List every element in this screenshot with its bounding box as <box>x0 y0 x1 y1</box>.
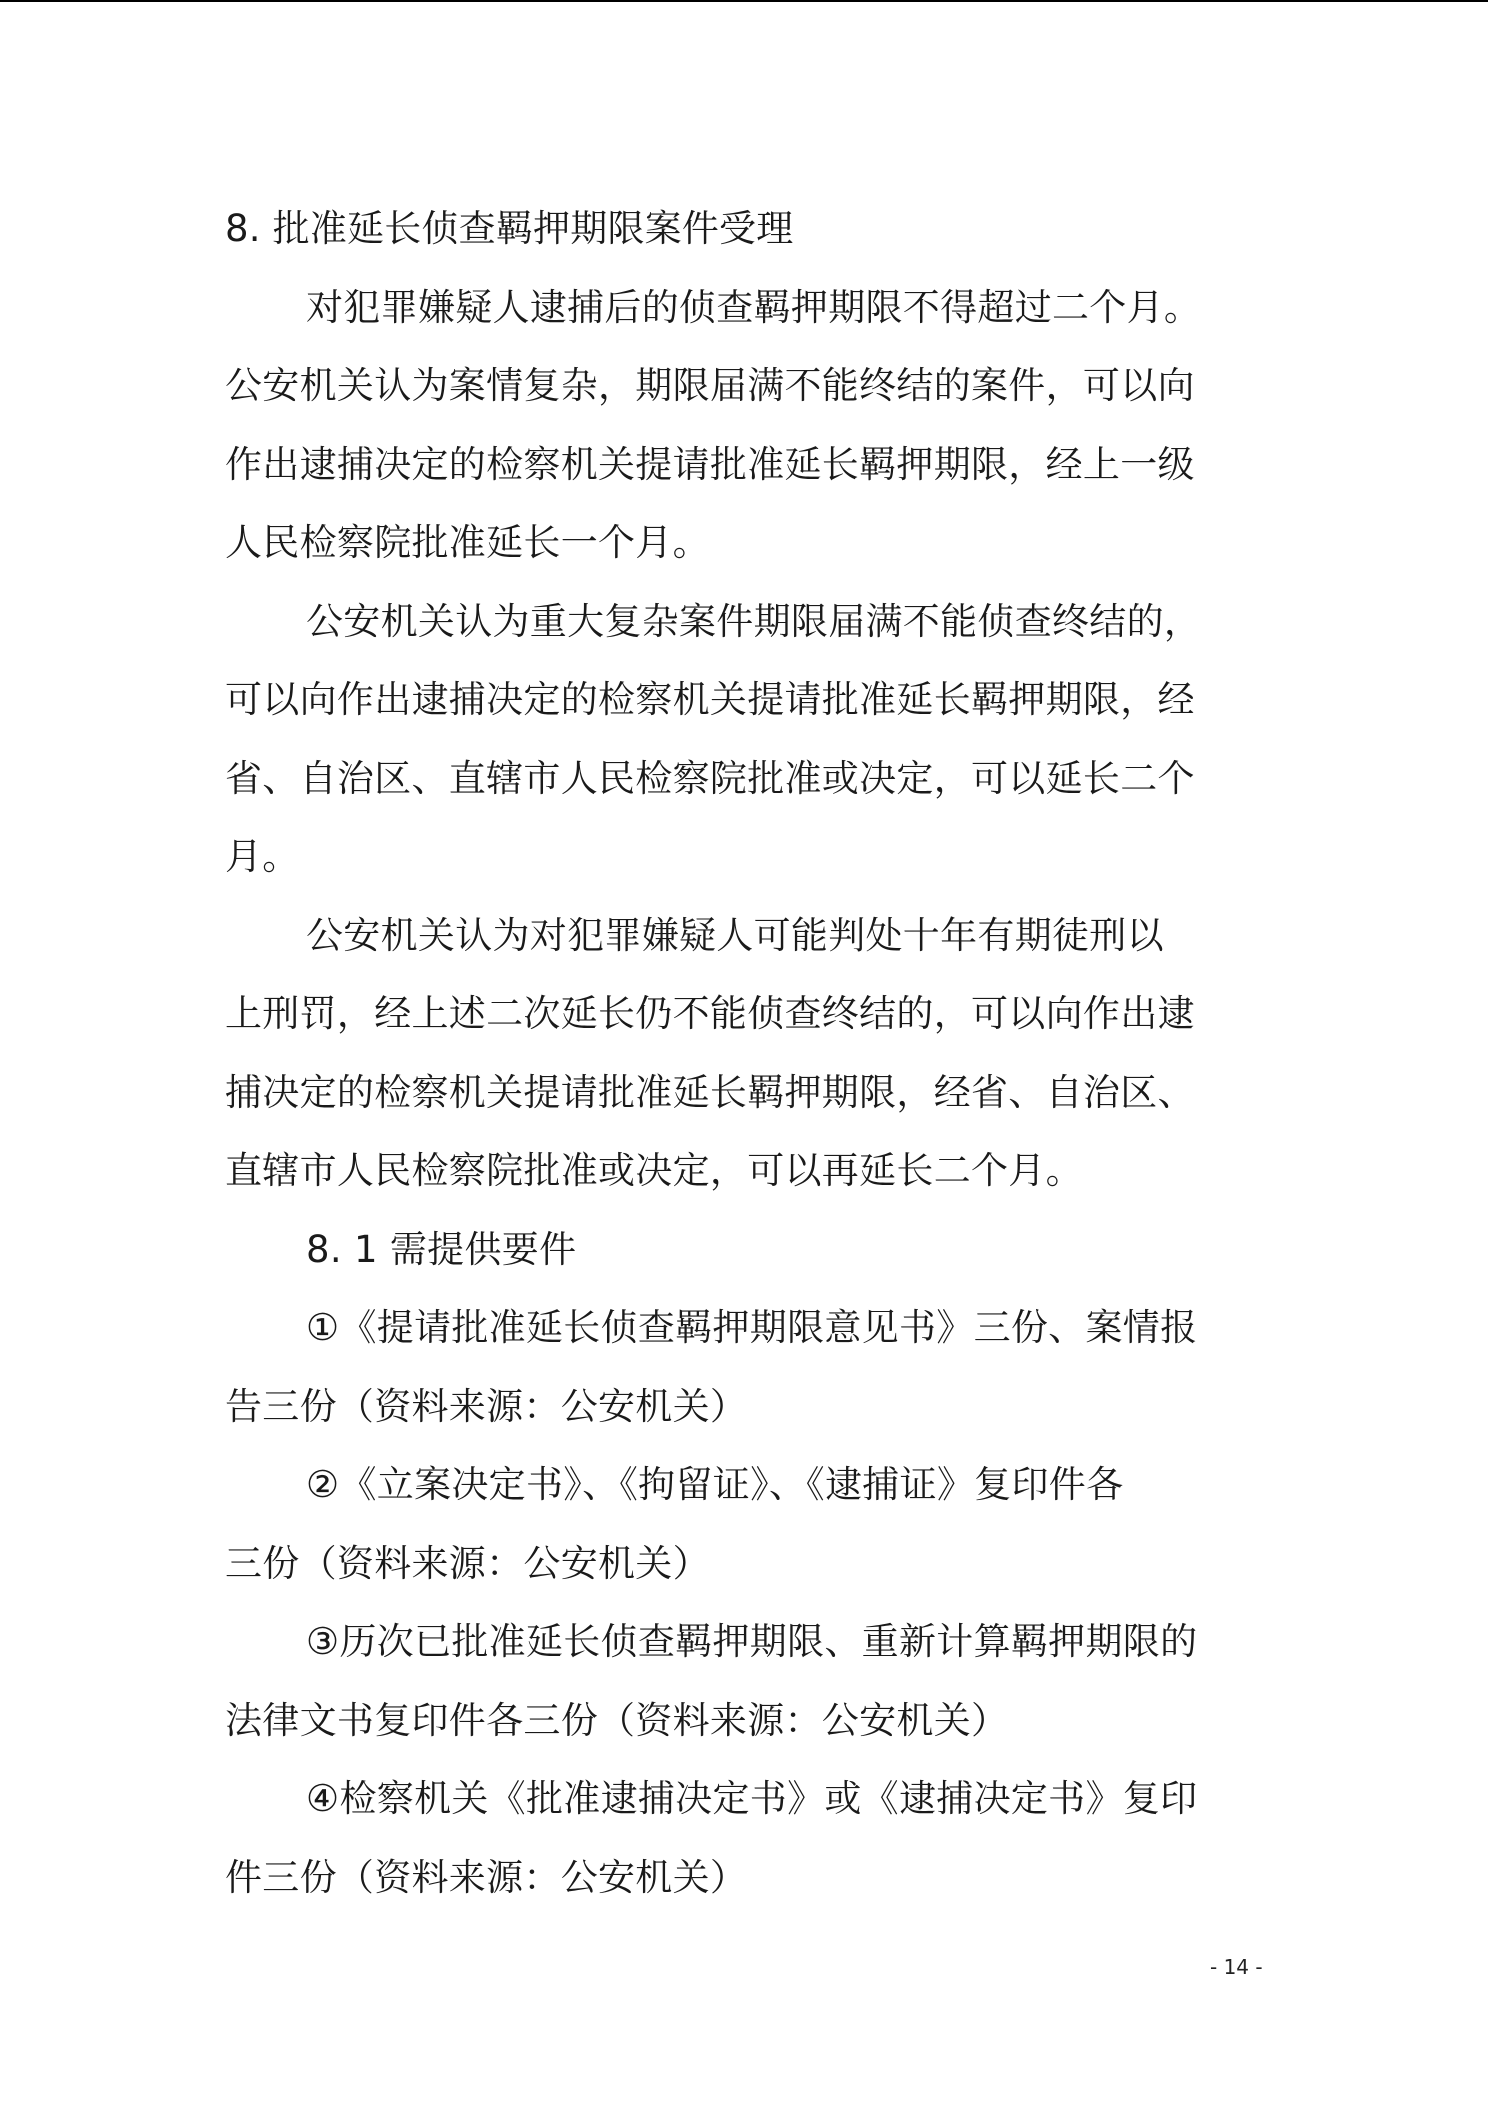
subsection-heading: 8. 1 需提供要件 <box>306 1227 577 1271</box>
requirement-line: 告三份（资料来源：公安机关） <box>225 1384 748 1428</box>
paragraph-line: 可以向作出逮捕决定的检察机关提请批准延长羁押期限，经 <box>225 678 1195 721</box>
requirement-line: 三份（资料来源：公安机关） <box>225 1541 710 1585</box>
paragraph-line: 作出逮捕决定的检察机关提请批准延长羁押期限，经上一级 <box>225 442 1195 486</box>
page-number: - 14 - <box>1210 1955 1263 1979</box>
paragraph-2 <box>225 583 1263 897</box>
requirement-item-2 <box>225 1446 1263 1603</box>
requirement-line: ④检察机关《批准逮捕决定书》或《逮捕决定书》复印 <box>306 1777 1198 1820</box>
requirement-item-4 <box>225 1760 1263 1917</box>
paragraph-line: 公安机关认为案情复杂，期限届满不能终结的案件，可以向 <box>225 364 1195 407</box>
paragraph-3 <box>225 897 1263 1211</box>
requirement-item-3 <box>225 1603 1263 1760</box>
paragraph-line: 上刑罚，经上述二次延长仍不能侦查终结的，可以向作出逮 <box>225 992 1195 1035</box>
requirement-item-1 <box>225 1289 1263 1446</box>
requirement-line: ②《立案决定书》、《拘留证》、《逮捕证》复印件各 <box>306 1463 1124 1506</box>
paragraph-line: 对犯罪嫌疑人逮捕后的侦查羁押期限不得超过二个月。 <box>306 285 1202 329</box>
paragraph-line: 公安机关认为重大复杂案件期限届满不能侦查终结的， <box>306 599 1202 643</box>
requirement-line: ①《提请批准延长侦查羁押期限意见书》三份、案情报 <box>306 1306 1198 1349</box>
requirement-line: 法律文书复印件各三份（资料来源：公安机关） <box>225 1698 1009 1742</box>
paragraph-line: 公安机关认为对犯罪嫌疑人可能判处十年有期徒刑以 <box>306 913 1164 957</box>
section-heading: 8. 批准延长侦查羁押期限案件受理 <box>225 207 794 250</box>
requirement-line: 件三份（资料来源：公安机关） <box>225 1855 748 1899</box>
paragraph-line: 人民检察院批准延长一个月。 <box>225 521 710 564</box>
paragraph-line: 直辖市人民检察院批准或决定，可以再延长二个月。 <box>225 1149 1083 1192</box>
requirement-line: ③历次已批准延长侦查羁押期限、重新计算羁押期限的 <box>306 1620 1198 1663</box>
paragraph-line: 省、自治区、直辖市人民检察院批准或决定，可以延长二个 <box>225 756 1195 800</box>
page-content <box>225 190 1263 1917</box>
paragraph-line: 月。 <box>225 835 300 878</box>
paragraph-line: 捕决定的检察机关提请批准延长羁押期限，经省、自治区、 <box>225 1070 1195 1114</box>
paragraph-1 <box>225 269 1263 583</box>
top-border-line <box>0 0 1488 2</box>
